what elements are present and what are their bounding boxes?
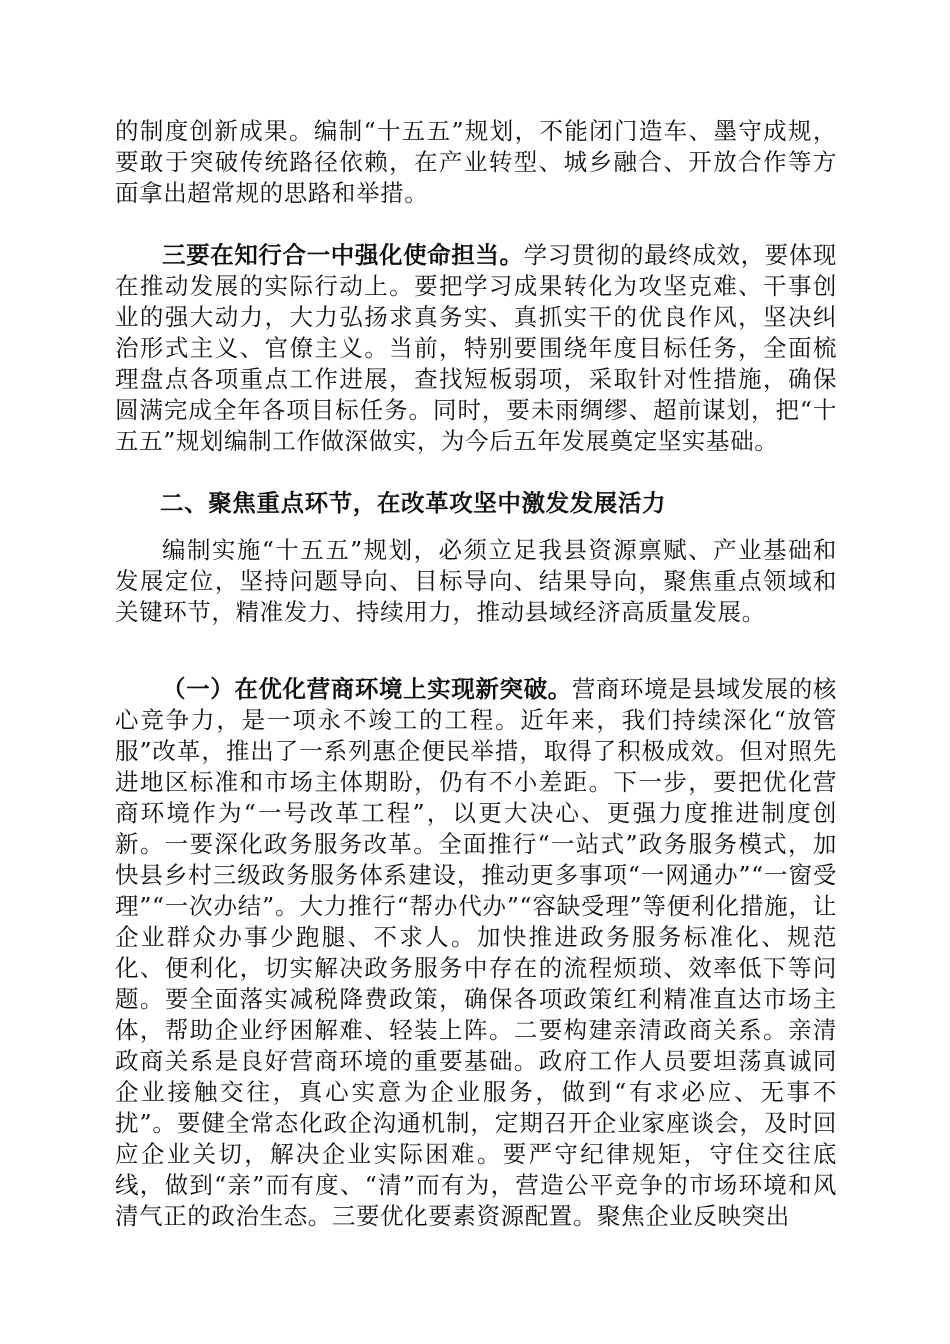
paragraph-business-environment [115,674,837,1232]
paragraph-innovation [115,116,837,209]
paragraph-lead: 三要在知行合一中强化使命担当。 [162,241,524,269]
paragraph-mission [115,240,837,457]
paragraph-text: 营商环境是县域发展的核心竞争力，是一项永不竣工的工程。近年来，我们持续深化“放管服”改革，推出了一系列惠企便民举措，取得了积极成效。但对照先进地区标准和市场主体期盼，仍有不小差距。下一步，要把优化营商环境作为“一号改革工程”，以更大决心、更强力度推进制度创新。一要深化政务服务改革。全面推行“一站式”政务服务模式，加快县乡村三级政务服务体系建设，推动更多事项“一网通办”“一窗受理”“一次办结”。大力推行“帮办代办”“容缺受理”等便利化措施，让企业群众办事少跑腿、不求人。加快推进政务服务标准化、规范化、便利化，切实解决政务服务中存在的流程烦琐、效率低下等问题。要全面落实减税降费政策，确保各项政策红利精准直达市场主体，帮助企业纾困解难、轻装上阵。二要构建亲清政商关系。亲清政商关系是良好营商环境的重要基础。政府工作人员要坦荡真诚同企业接触交往，真心实意为企业服务，做到“有求必应、无事不扰”。要健全常态化政企沟通机制，定期召开企业家座谈会，及时回应企业关切，解决企业实际困难。要严守纪律规矩，守住交往底线，做到“亲”而有度、“清”而有为，营造公平竞争的市场环境和风清气正的政治生态。三要优化要素资源配置。聚焦企业反映突出 [115,675,837,1230]
paragraph-planning [115,535,837,628]
paragraph-text: 学习贯彻的最终成效，要体现在推动发展的实际行动上。要把学习成果转化为攻坚克难、干事创业的强大动力，大力弘扬求真务实、真抓实干的优良作风，坚决纠治形式主义、官僚主义。当前，特别要围绕年度目标任务，全面梳理盘点各项重点工作进展，查找短板弱项，采取针对性措施，确保圆满完成全年各项目标任务。同时，要未雨绸缪、超前谋划，把“十五五”规划编制工作做深做实，为今后五年发展奠定坚实基础。 [115,241,837,455]
paragraph-text: 编制实施“十五五”规划，必须立足我县资源禀赋、产业基础和发展定位，坚持问题导向、目标导向、结果导向，聚焦重点领域和关键环节，精准发力、持续用力，推动县域经济高质量发展。 [115,536,837,626]
paragraph-text: 的制度创新成果。编制“十五五”规划，不能闭门造车、墨守成规，要敢于突破传统路径依赖，在产业转型、城乡融合、开放合作等方面拿出超常规的思路和举措。 [115,117,837,207]
paragraph-lead: （一）在优化营商环境上实现新突破。 [162,675,572,703]
section-heading: 二、聚焦重点环节，在改革攻坚中激发发展活力 [160,489,667,517]
